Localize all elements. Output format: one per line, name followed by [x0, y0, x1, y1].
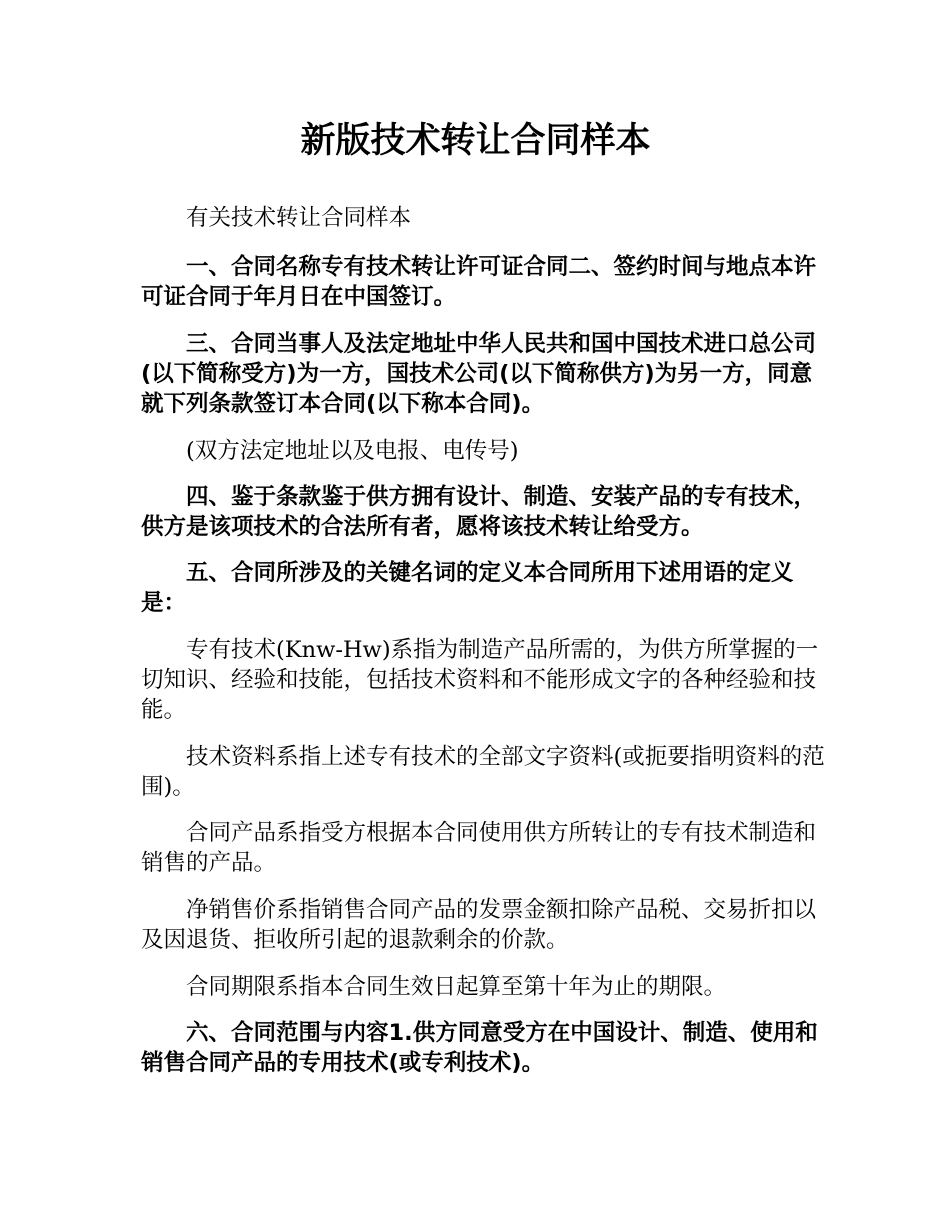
- paragraph-addresses-note: (双方法定地址以及电报、电传号): [186, 438, 519, 464]
- paragraph-definition-contract-product: 合同产品系指受方根据本合同使用供方所转让的专有技术制造和销售的产品。: [141, 820, 817, 876]
- paragraph-definition-knowhow: 专有技术(Knw-Hw)系指为制造产品所需的，为供方所掌握的一切知识、经验和技能，包括技术资料和不能形成文字的各种经验和技能。: [141, 637, 819, 723]
- paragraph-definition-technical-data: 技术资料系指上述专有技术的全部文字资料(或扼要指明资料的范围)。: [141, 744, 825, 800]
- paragraph-definition-term: 合同期限系指本合同生效日起算至第十年为止的期限。: [186, 974, 727, 1000]
- paragraph-intro: 有关技术转让合同样本: [186, 205, 412, 231]
- paragraph-section-5: 五、合同所涉及的关键名词的定义本合同所用下述用语的定义是：: [141, 560, 794, 616]
- paragraph-section-6: 六、合同范围与内容1.供方同意受方在中国设计、制造、使用和销售合同产品的专用技术(或专利技术)。: [141, 1020, 818, 1076]
- paragraph-section-1-2: 一、合同名称专有技术转让许可证合同二、签约时间与地点本许可证合同于年月日在中国签订。: [141, 254, 817, 310]
- paragraph-definition-net-price: 净销售价系指销售合同产品的发票金额扣除产品税、交易折扣以及因退货、拒收所引起的退款剩余的价款。: [141, 897, 817, 953]
- paragraph-section-4: 四、鉴于条款鉴于供方拥有设计、制造、安装产品的专有技术，供方是该项技术的合法所有者，愿将该技术转让给受方。: [141, 484, 817, 540]
- paragraph-section-3: 三、合同当事人及法定地址中华人民共和国中国技术进口总公司(以下简称受方)为一方，国技术公司(以下简称供方)为另一方，同意就下列条款签订本合同(以下称本合同)。: [141, 331, 817, 417]
- document-title: 新版技术转让合同样本: [300, 121, 651, 161]
